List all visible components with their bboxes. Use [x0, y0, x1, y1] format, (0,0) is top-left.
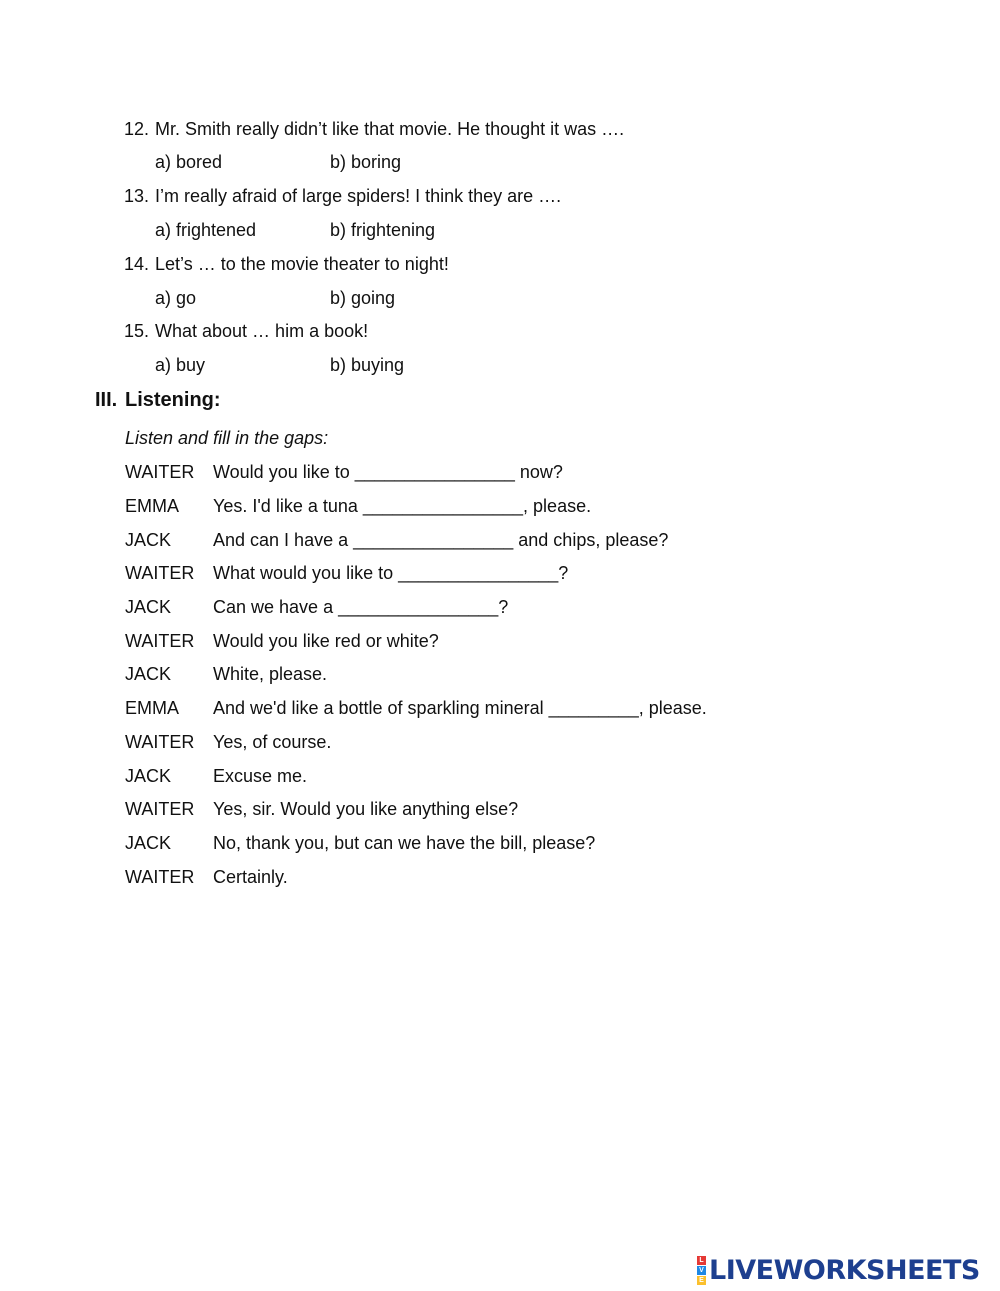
dialogue-line: No, thank you, but can we have the bill, please? [213, 833, 596, 853]
question-15-number: 15. [124, 321, 150, 341]
dialogue-line[interactable]: And we'd like a bottle of sparkling mineral _________, please. [213, 698, 707, 718]
dialogue-speaker: WAITER [125, 631, 195, 651]
dialogue-line[interactable]: Yes. I'd like a tuna ________________, please. [213, 496, 592, 516]
dialogue-line: Excuse me. [213, 766, 308, 786]
question-15-text: What about … him a book! [155, 321, 369, 341]
dialogue-speaker: EMMA [125, 698, 179, 718]
question-12-text: Mr. Smith really didn’t like that movie. He thought it was …. [155, 119, 625, 139]
dialogue-line[interactable]: What would you like to ________________? [213, 563, 569, 583]
question-12-number: 12. [124, 119, 150, 139]
question-15-option-b[interactable]: b) buying [330, 355, 405, 375]
question-13-number: 13. [124, 186, 150, 206]
dialogue-speaker: JACK [125, 766, 172, 786]
dialogue-line: Would you like red or white? [213, 631, 439, 651]
section-number: III. [95, 389, 118, 411]
question-12-option-b[interactable]: b) boring [330, 152, 402, 172]
question-14-option-a[interactable]: a) go [155, 288, 197, 308]
dialogue-speaker: WAITER [125, 732, 195, 752]
question-14-text: Let’s … to the movie theater to night! [155, 254, 449, 274]
dialogue-line[interactable]: Would you like to ________________ now? [213, 462, 563, 482]
dialogue-line: Certainly. [213, 867, 288, 887]
question-13-option-b[interactable]: b) frightening [330, 220, 436, 240]
liveworksheets-logo [697, 1255, 980, 1285]
section-instruction: Listen and fill in the gaps: [125, 428, 329, 448]
dialogue-speaker: EMMA [125, 496, 179, 516]
dialogue-speaker: WAITER [125, 867, 195, 887]
dialogue-speaker: JACK [125, 530, 172, 550]
dialogue-line: Yes, of course. [213, 732, 332, 752]
logo-text: LIVEWORKSHEETS [709, 1254, 980, 1286]
question-14-number: 14. [124, 254, 150, 274]
logo-block-e: E [697, 1276, 706, 1285]
dialogue-speaker: WAITER [125, 563, 195, 583]
dialogue-speaker: WAITER [125, 799, 195, 819]
question-15-option-a[interactable]: a) buy [155, 355, 206, 375]
dialogue-speaker: WAITER [125, 462, 195, 482]
dialogue-line[interactable]: Can we have a ________________? [213, 597, 509, 617]
dialogue-line: Yes, sir. Would you like anything else? [213, 799, 519, 819]
question-14-option-b[interactable]: b) going [330, 288, 396, 308]
section-title: Listening: [125, 389, 221, 411]
dialogue-speaker: JACK [125, 597, 172, 617]
logo-blocks-icon [697, 1256, 706, 1285]
dialogue-speaker: JACK [125, 664, 172, 684]
logo-block-l: L [697, 1256, 706, 1265]
logo-block-v: V [697, 1266, 706, 1275]
question-13-text: I’m really afraid of large spiders! I think they are …. [155, 186, 562, 206]
dialogue-speaker: JACK [125, 833, 172, 853]
dialogue-line[interactable]: And can I have a ________________ and chips, please? [213, 530, 669, 550]
question-13-option-a[interactable]: a) frightened [155, 220, 257, 240]
dialogue-line: White, please. [213, 664, 328, 684]
question-12-option-a[interactable]: a) bored [155, 152, 223, 172]
